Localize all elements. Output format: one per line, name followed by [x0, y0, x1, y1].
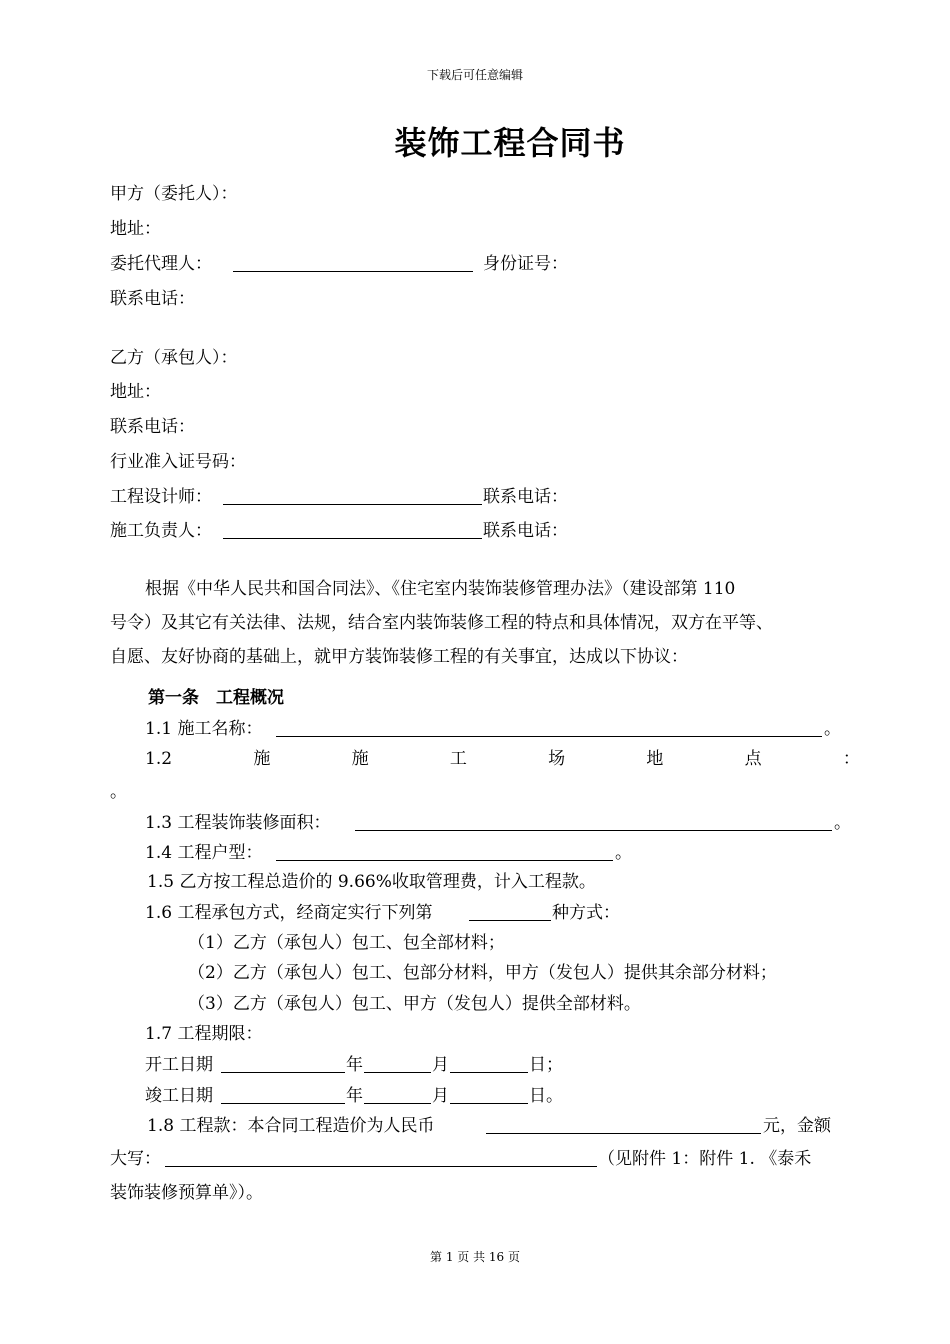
- end-month-blank[interactable]: [364, 1084, 431, 1104]
- party-a-agent-label: 委托代理人：: [110, 254, 212, 274]
- start-year-blank[interactable]: [221, 1053, 345, 1073]
- option-1: （1）乙方（承包人）包工、包全部材料；: [188, 933, 505, 953]
- year-label: 年: [346, 1086, 363, 1106]
- party-a-address: 地址：: [110, 219, 161, 239]
- year-label: 年: [346, 1055, 363, 1075]
- month-label: 月: [432, 1055, 449, 1075]
- item-1-3-label: 1.3 工程装饰装修面积：: [145, 813, 331, 833]
- item-1-2-word: 工: [449, 749, 467, 769]
- party-a-label: 甲方（委托人）：: [110, 184, 238, 204]
- item-1-4-end: 。: [615, 843, 632, 863]
- party-a-id-label: 身份证号：: [483, 254, 568, 274]
- item-1-2-row: [145, 747, 860, 771]
- day-label: 日；: [529, 1055, 563, 1075]
- item-1-3-end: 。: [834, 813, 851, 833]
- manager-label: 施工负责人：: [110, 521, 212, 541]
- page-header: 下载后可任意编辑: [426, 68, 523, 82]
- unit-type-blank[interactable]: [276, 841, 613, 861]
- month-label: 月: [432, 1086, 449, 1106]
- item-1-6-end: 种方式：: [552, 903, 620, 923]
- party-b-phone: 联系电话：: [110, 417, 195, 437]
- item-1-2-end: 。: [110, 782, 127, 802]
- item-1-2-word: ：: [842, 749, 860, 769]
- agent-blank[interactable]: [233, 252, 473, 272]
- item-1-8-note-2: 装饰装修预算单》）。: [110, 1183, 263, 1203]
- method-blank[interactable]: [469, 901, 551, 921]
- manager-blank[interactable]: [223, 519, 482, 539]
- start-date-label: 开工日期: [145, 1055, 213, 1075]
- item-1-1-label: 1.1 施工名称：: [145, 719, 263, 739]
- start-month-blank[interactable]: [364, 1053, 431, 1073]
- article-1-heading: 第一条 工程概况: [148, 688, 284, 708]
- designer-label: 工程设计师：: [110, 487, 212, 507]
- area-blank[interactable]: [355, 811, 832, 831]
- item-1-7: 1.7 工程期限：: [145, 1024, 263, 1044]
- end-day-blank[interactable]: [450, 1084, 528, 1104]
- item-1-6-label: 1.6 工程承包方式，经商定实行下列第: [145, 903, 433, 923]
- caps-amount-blank[interactable]: [165, 1147, 597, 1167]
- item-1-2-word: 施: [351, 749, 369, 769]
- preamble-line-2: 号令）及其它有关法律、法规，结合室内装饰装修工程的特点和具体情况，双方在平等、: [110, 613, 773, 633]
- manager-phone-label: 联系电话：: [483, 521, 568, 541]
- party-a-agent-row: [110, 252, 212, 276]
- party-b-label: 乙方（承包人）：: [110, 348, 238, 368]
- start-day-blank[interactable]: [450, 1053, 528, 1073]
- item-1-4-label: 1.4 工程户型：: [145, 843, 263, 863]
- item-1-8-note: （见附件 1：附件 1. 《泰禾: [598, 1149, 812, 1169]
- price-blank[interactable]: [486, 1114, 761, 1134]
- option-2: （2）乙方（承包人）包工、包部分材料，甲方（发包人）提供其余部分材料；: [188, 963, 777, 983]
- item-1-1-end: 。: [824, 719, 841, 739]
- item-1-2-word: 点: [744, 749, 762, 769]
- item-1-8-label: 1.8 工程款：本合同工程造价为人民币: [147, 1116, 435, 1136]
- party-a-phone: 联系电话：: [110, 289, 195, 309]
- item-1-2-word: 场: [548, 749, 566, 769]
- item-1-2-word: 施: [253, 749, 271, 769]
- party-b-license: 行业准入证号码：: [110, 452, 246, 472]
- day-label: 日。: [529, 1086, 563, 1106]
- item-1-5: 1.5 乙方按工程总造价的 9.66%收取管理费，计入工程款。: [147, 872, 596, 892]
- item-1-2-word: 1.2: [145, 749, 173, 769]
- party-b-address: 地址：: [110, 382, 161, 402]
- designer-blank[interactable]: [223, 485, 482, 505]
- item-1-2-word: 地: [646, 749, 664, 769]
- preamble-line-3: 自愿、友好协商的基础上，就甲方装饰装修工程的有关事宜，达成以下协议：: [110, 647, 688, 667]
- end-year-blank[interactable]: [221, 1084, 345, 1104]
- designer-phone-label: 联系电话：: [483, 487, 568, 507]
- page-footer: 第 1 页 共 16 页: [430, 1250, 520, 1264]
- project-name-blank[interactable]: [276, 717, 822, 737]
- end-date-label: 竣工日期: [145, 1086, 213, 1106]
- option-3: （3）乙方（承包人）包工、甲方（发包人）提供全部材料。: [188, 994, 641, 1014]
- preamble-line-1: 根据《中华人民共和国合同法》、《住宅室内装饰装修管理办法》（建设部第 110: [145, 579, 736, 599]
- item-1-8-mid: 元，金额: [763, 1116, 831, 1136]
- item-1-8-caps-label: 大写：: [110, 1149, 161, 1169]
- contract-title: 装饰工程合同书: [394, 124, 626, 162]
